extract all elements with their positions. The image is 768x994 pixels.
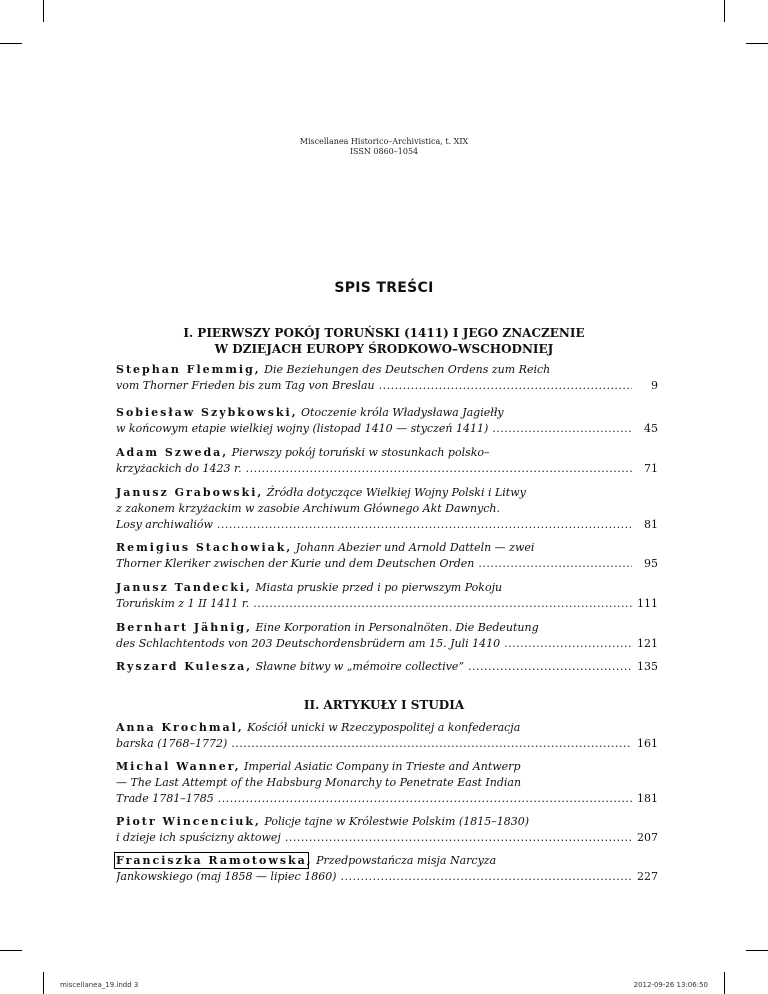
entry-page-number: 111 (637, 597, 658, 610)
toc-entry[interactable] (116, 814, 658, 846)
toc-entry[interactable] (116, 362, 658, 394)
entry-author: Michal Wanner, (116, 760, 241, 773)
entry-title: Sławne bitwy w „mémoire collective” (255, 660, 465, 673)
entry-title: z zakonem krzyżackim w zasobie Archiwum Głównego Akt Dawnych. (116, 502, 501, 515)
page-title: SPIS TREŚCI (334, 280, 434, 296)
toc-entry[interactable] (116, 485, 658, 533)
crop-mark (724, 0, 725, 22)
entry-title: Thorner Kleriker zwischen der Kurie und dem Deutschen Orden ..... (116, 556, 632, 572)
section-heading: II. ARTYKUŁY I STUDIA (303, 698, 465, 712)
entry-page-number: 135 (637, 660, 658, 673)
entry-title: des Schlachtentods von 203 Deutschordensbrüdern am 15. Juli 1410 ..... (116, 636, 632, 652)
toc-entry[interactable] (116, 759, 658, 807)
entry-title: Policje tajne w Królestwie Polskim (1815–1830) (264, 815, 529, 828)
toc-entry[interactable] (116, 659, 658, 675)
entry-author: Piotr Wincenciuk, (116, 815, 261, 828)
entry-page-number: 45 (644, 422, 658, 435)
entry-title: Die Beziehungen des Deutschen Ordens zum Reich (264, 363, 551, 376)
crop-mark (746, 950, 768, 951)
entry-page-number: 161 (637, 737, 658, 750)
entry-page-number: 227 (637, 870, 658, 883)
entry-page-number: 207 (637, 831, 658, 844)
crop-mark (0, 950, 22, 951)
entry-title: Kościół unicki w Rzeczypospolitej a konfederacja (247, 721, 521, 734)
running-header (0, 137, 768, 157)
file-slug: miscellanea_19.indd 3 (60, 981, 139, 989)
crop-mark (746, 43, 768, 44)
crop-mark (0, 43, 22, 44)
toc-entry[interactable] (116, 540, 658, 572)
entry-page-number: 121 (637, 637, 658, 650)
entry-page-number: 95 (644, 557, 658, 570)
entry-title: Miasta pruskie przed i po pierwszym Pokoju (255, 581, 503, 594)
journal-name: Miscellanea Historico–Archivistica, t. XIX (299, 137, 469, 146)
entry-title: Źródła dotyczące Wielkiej Wojny Polski i Litwy (266, 486, 526, 499)
entry-title: vom Thorner Frieden bis zum Tag von Breslau ..... (116, 378, 632, 394)
entry-title: krzyżackich do 1423 r. ..... (116, 461, 632, 477)
toc-entry[interactable] (116, 445, 658, 477)
entry-page-number: 181 (637, 792, 658, 805)
entry-title: Johann Abezier und Arnold Datteln — zwei (295, 541, 535, 554)
entry-page-number: 9 (651, 379, 658, 392)
entry-title: Pierwszy pokój toruński w stosunkach polsko– (231, 446, 490, 459)
section-heading-line: I. PIERWSZY POKÓJ TORUŃSKI (1411) I JEGO ZNACZENIE (183, 326, 585, 340)
entry-title: — The Last Attempt of the Habsburg Monarchy to Penetrate East Indian (116, 776, 522, 789)
entry-title: Toruńskim z 1 II 1411 r. ..... (116, 596, 632, 612)
entry-author: Franciszka Ramotowska (116, 854, 307, 867)
entry-title: w końcowym etapie wielkiej wojny (listopad 1410 — styczeń 1411) ..... (116, 421, 632, 437)
toc-entry[interactable] (116, 405, 658, 437)
entry-page-number: 71 (644, 462, 658, 475)
toc-entry[interactable] (116, 620, 658, 652)
crop-mark (43, 0, 44, 22)
entry-author-suffix: , (306, 854, 313, 867)
toc-entry[interactable] (116, 720, 658, 752)
entry-author: Sobiesław Szybkowski, (116, 406, 298, 419)
timestamp-slug: 2012-09-26 13:06:50 (633, 981, 708, 989)
entry-title: Imperial Asiatic Company in Trieste and Antwerp (244, 760, 521, 773)
entry-author: Janusz Grabowski, (116, 486, 264, 499)
entry-title: Otoczenie króla Władysława Jagiełły (301, 406, 504, 419)
entry-author: Anna Krochmal, (116, 721, 244, 734)
entry-title: Jankowskiego (maj 1858 — lipiec 1860) ..... (116, 869, 632, 885)
entry-title: Losy archiwaliów ..... (116, 517, 632, 533)
section-heading (0, 325, 768, 357)
section-heading-line: W DZIEJACH EUROPY ŚRODKOWO–WSCHODNIEJ (214, 342, 554, 356)
entry-page-number: 81 (644, 518, 658, 531)
entry-author: Stephan Flemmig, (116, 363, 261, 376)
entry-author: Bernhart Jähnig, (116, 621, 252, 634)
toc-entry[interactable] (116, 580, 658, 612)
crop-mark (724, 972, 725, 994)
entry-title: Trade 1781–1785 ..... (116, 791, 632, 807)
entry-author: Janusz Tandecki, (116, 581, 252, 594)
crop-mark (43, 972, 44, 994)
toc-entry[interactable] (116, 853, 658, 885)
entry-title: Przedpowstańcza misja Narcyza (316, 854, 497, 867)
entry-title: barska (1768–1772) ..... (116, 736, 632, 752)
issn: ISSN 0860–1054 (349, 147, 419, 156)
entry-author: Remigius Stachowiak, (116, 541, 293, 554)
entry-author: Ryszard Kulesza, (116, 660, 253, 673)
entry-title: i dzieje ich spuścizny aktowej ..... (116, 830, 632, 846)
entry-author: Adam Szweda, (116, 446, 229, 459)
entry-title: Eine Korporation in Personalnöten. Die Bedeutung (255, 621, 539, 634)
